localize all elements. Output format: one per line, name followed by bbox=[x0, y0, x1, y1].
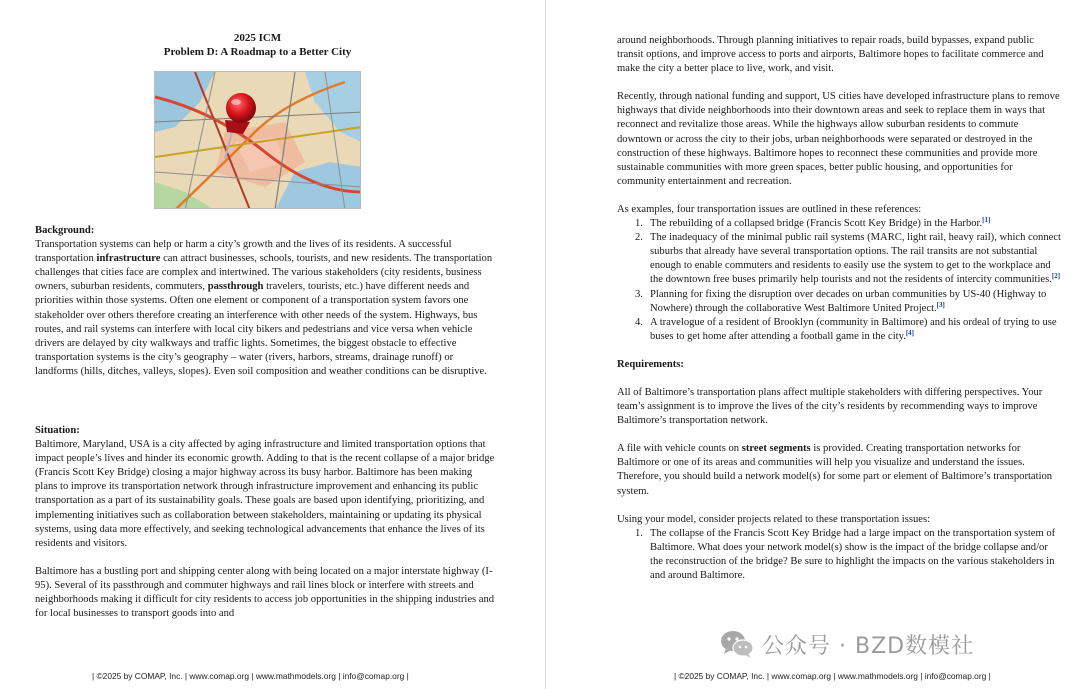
list-number: 1. bbox=[635, 218, 643, 230]
list-item bbox=[617, 316, 1063, 344]
title-line-1: 2025 ICM bbox=[233, 32, 282, 44]
right-body bbox=[617, 34, 1063, 583]
background-text-2: can attract businesses, schools, tourists, and new residents. The transportation challenges that cities face are complex and intertwined. The various stakeholders (city residents, business owners, suburban residents, commuters, bbox=[35, 253, 493, 293]
list-item bbox=[617, 288, 1063, 316]
requirements-paragraph-2 bbox=[617, 442, 1063, 498]
list-number: 4. bbox=[635, 316, 643, 328]
continued-paragraph: around neighborhoods. Through planning initiatives to repair roads, build bypasses, expand public transit options, and improve access to ports and airports, Baltimore hopes to facilitate commerce and make the city a better place to live, work, and visit. bbox=[617, 35, 1044, 75]
list-number: 3. bbox=[635, 288, 643, 300]
reference-link[interactable]: [1] bbox=[982, 216, 991, 225]
situation-heading: Situation: bbox=[35, 425, 80, 436]
situation-paragraph-2: Baltimore has a bustling port and shipping center along with being located on a major interstate highway (I-95). Several of its passthrough and commuter highways and rail lines block or interfere with streets and neighborhoods making it difficult for city residents to access job opportunities in the shipping industries and for local businesses to transport goods into and bbox=[35, 565, 495, 620]
keyword-infrastructure: infrastructure bbox=[96, 253, 161, 265]
background-heading: Background: bbox=[35, 225, 95, 236]
document-title bbox=[35, 31, 480, 59]
using-model-intro: Using your model, consider projects related to these transportation issues: bbox=[617, 513, 931, 525]
right-footer: | ©2025 by COMAP, Inc. | www.comap.org | www.mathmodels.org | info@comap.org | bbox=[674, 671, 991, 681]
requirements-text-2: is provided. Creating transportation networks for Baltimore or one of its areas and communities will help you visualize and understand the issues. Therefore, you should build a network model(s) for some part or element of Baltimore’s transportation system. bbox=[617, 443, 1053, 497]
list-item-text: The rebuilding of a collapsed bridge (Francis Scott Key Bridge) in the Harbor. bbox=[650, 218, 983, 230]
background-text-1: Transportation systems can help or harm a city’s growth and the lives of its residents. A successful transportation bbox=[35, 239, 452, 265]
watermark bbox=[720, 624, 974, 664]
recently-paragraph: Recently, through national funding and support, US cities have developed infrastructure plans to remove highways that divide neighborhoods into their downtown areas and seek to replace them in ways that reconnect and revitalize those areas. While the highways allow suburban residents to commute downtown or across the city to their jobs, urban neighborhoods were separated or destroyed in the construction of these highways. Baltimore hopes to reconnect these communities and provide more sustainable communities with more green spaces, better public housing, and opportunities for community entertainment and recreation. bbox=[617, 91, 1060, 187]
requirements-heading: Requirements: bbox=[617, 358, 684, 370]
requirements-paragraph-1: All of Baltimore’s transportation plans affect multiple stakeholders with differing perspectives. Your team’s assignment is to improve the lives of the city’s residents by recommending ways to improve Baltimore’s transportation network. bbox=[617, 386, 1043, 427]
situation-paragraph-1: Baltimore, Maryland, USA is a city affected by aging infrastructure and limited transportation options that impact people’s lives and hinder its economic growth. Adding to that is the recent collapse of a major bridge (Francis Scott Key Bridge) closing a major highway across its busy harbor. Baltimore has been making plans to improve its transportation network through infrastructure improvement and enhancing its public transportation as a part of its sustainability goals. These goals are based upon identifying, prioritizing, and implementing initiatives such as collaboration between stakeholders, maintaining or updating its physical systems, using data more effectively, and seeking technological advancements that enhance the lives of its residents and visitors. bbox=[35, 439, 495, 549]
requirements-text-1: A file with vehicle counts on bbox=[617, 443, 742, 455]
list-number: 2. bbox=[635, 232, 643, 244]
title-line-2: Problem D: A Roadmap to a Better City bbox=[163, 46, 352, 58]
list-item bbox=[617, 217, 1063, 231]
left-footer: | ©2025 by COMAP, Inc. | www.comap.org | www.mathmodels.org | info@comap.org | bbox=[92, 671, 409, 681]
background-text-3: travelers, tourists, etc.) have different needs and priorities within those systems. Often one element or component of a transportation system favors one stakeholder over others therefore creating an interference with other needs of the system. Highways, bus routes, and rail systems can interfere with local city bikers and pedestrians and vice versa when vehicle drivers are delayed by city walkways and traffic lights. Sometimes, the biggest obstacle to effective transportation systems is the city’s geography – water (rivers, harbors, streams, drainage runoff) or landforms (hills, ditches, valleys, slopes). Even soil composition and weather conditions can be disruptive. bbox=[35, 281, 487, 377]
keyword-passthrough: passthrough bbox=[207, 281, 264, 293]
list-number: 1. bbox=[635, 527, 643, 539]
projects-list bbox=[617, 527, 1063, 583]
wechat-icon bbox=[720, 629, 754, 659]
list-item-text: Planning for fixing the disruption over decades on urban communities by US-40 (Highway to Nowhere) through the collaborative West Baltimore United Project. bbox=[650, 288, 1047, 314]
right-page bbox=[546, 0, 1080, 689]
background-paragraph bbox=[35, 238, 497, 379]
examples-intro: As examples, four transportation issues are outlined in these references: bbox=[617, 203, 922, 215]
examples-list bbox=[617, 217, 1063, 344]
list-item bbox=[617, 527, 1063, 583]
list-item-text: The collapse of the Francis Scott Key Bridge had a large impact on the transportation system of Baltimore. What does your network model(s) show is the impact of the bridge collapse and/or the reconstruction of the bridge? Be sure to highlight the impacts on the various stakeholders in and around Baltimore. bbox=[650, 527, 1056, 581]
background-section bbox=[35, 224, 497, 379]
list-item bbox=[617, 231, 1063, 287]
watermark-text: 公众号 · BZD数模社 bbox=[762, 633, 975, 659]
keyword-street-segments: street segments bbox=[741, 443, 811, 455]
situation-section bbox=[35, 424, 497, 621]
reference-link[interactable]: [3] bbox=[936, 300, 945, 309]
map-pin-image bbox=[154, 71, 361, 209]
list-item-text: A travelogue of a resident of Brooklyn (community in Baltimore) and his ordeal of trying to use buses to get home after attending a football game in the city. bbox=[650, 316, 1057, 342]
reference-link[interactable]: [2] bbox=[1051, 272, 1061, 281]
reference-link[interactable]: [4] bbox=[905, 328, 915, 337]
list-item-text: The inadequacy of the minimal public rail systems (MARC, light rail, heavy rail), which connect suburbs that already have several transportation options. The rail transits are not substantial enough to enable commuters and residents to easily use the system to get to the workplace and the downtown free buses primarily help tourists and not the residents of intercity communities. bbox=[650, 232, 1061, 286]
